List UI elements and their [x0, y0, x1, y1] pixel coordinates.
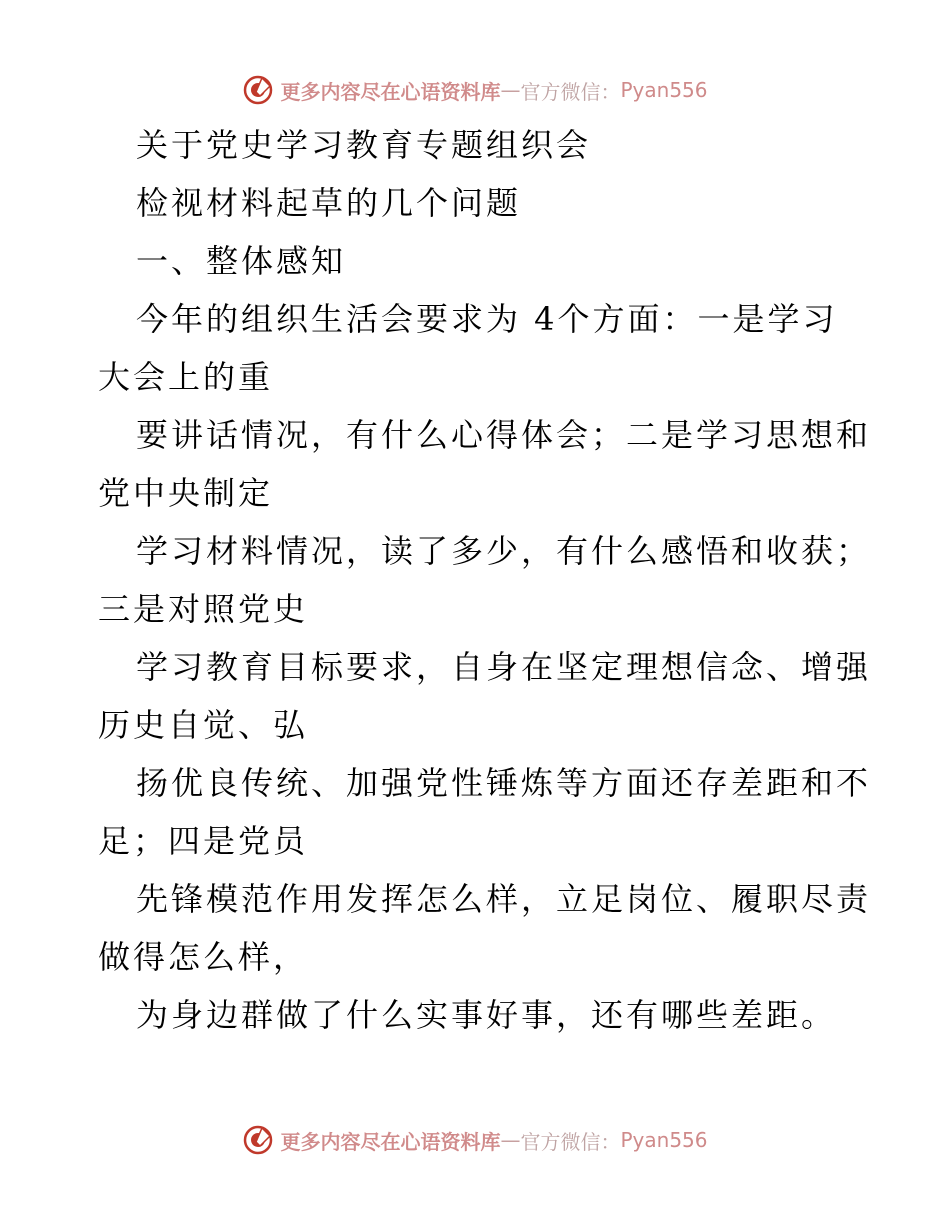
watermark-header — [0, 70, 950, 110]
brand-logo-icon — [242, 1124, 274, 1156]
text-line: 三是对照党史 — [98, 590, 309, 628]
text-line: 关于党史学习教育专题组织会 — [136, 126, 592, 164]
watermark-id: Pyan556 — [620, 78, 708, 102]
brand-logo-icon — [242, 74, 274, 106]
text-line: 一、整体感知 — [136, 242, 347, 280]
text-line: 先锋模范作用发挥怎么样，立足岗位、履职尽责 — [136, 880, 872, 918]
text-line: 为身边群做了什么实事好事，还有哪些差距。 — [136, 996, 837, 1034]
text-line: 检视材料起草的几个问题 — [136, 184, 522, 222]
watermark-brand: 更多内容尽在心语资料库 — [280, 1129, 501, 1154]
text-line: 做得怎么样， — [98, 938, 309, 976]
watermark-brand: 更多内容尽在心语资料库 — [280, 79, 501, 104]
text-line: 今年的组织生活会要求为 4个方面：一是学习 — [136, 300, 838, 338]
watermark-label: 官方微信： — [520, 79, 621, 104]
text-line: 历史自觉、弘 — [98, 706, 309, 744]
document-body — [98, 116, 872, 1044]
text-line: 大会上的重 — [98, 358, 274, 396]
text-line: 学习教育目标要求，自身在坚定理想信念、增强 — [136, 648, 872, 686]
text-line: 扬优良传统、加强党性锤炼等方面还存差距和不 — [136, 764, 872, 802]
watermark-dash: — — [500, 78, 521, 102]
text-line: 学习材料情况，读了多少，有什么感悟和收获； — [136, 532, 872, 570]
text-line: 党中央制定 — [98, 474, 274, 512]
watermark-id: Pyan556 — [620, 1128, 708, 1152]
watermark-footer — [0, 1120, 950, 1160]
text-line: 足；四是党员 — [98, 822, 309, 860]
watermark-label: 官方微信： — [520, 1129, 621, 1154]
text-line: 要讲话情况，有什么心得体会；二是学习思想和 — [136, 416, 872, 454]
watermark-dash: — — [500, 1128, 521, 1152]
